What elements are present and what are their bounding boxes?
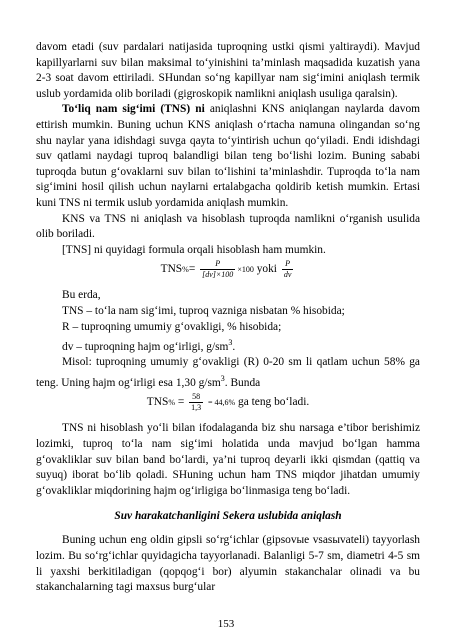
section-heading: Suv harakatchanligini Sekera uslubida aniqlash bbox=[114, 510, 342, 523]
paragraph-2-bold-term: To‘liq nam sig‘imi (TNS) ni bbox=[62, 103, 205, 116]
definition-r: R – tuproqning umumiy g‘ovakligi, % hisobida; bbox=[62, 320, 282, 333]
paragraph-3: KNS va TNS ni aniqlash va hisoblash tuproqda namlikni o‘rganish usulida olib boriladi. bbox=[36, 212, 420, 241]
formula2-denominator: 1,3 bbox=[191, 403, 202, 413]
formula-denominator-2: dv bbox=[283, 270, 292, 280]
formula2-eq: = bbox=[177, 396, 185, 409]
formula-tns bbox=[36, 259, 420, 285]
formula-numerator: P bbox=[200, 259, 235, 270]
paragraph-10: TNS ni hisoblash yo‘li bilan ifodalaganda biz shu narsaga e’tibor berishimiz lozimki, tuproq to‘la nam sig‘imi holatida unda mavjud bo‘lgan hamma g‘ovakliklar suv bilan band bo‘lardi, ya’ni tuproq deyarli ikki qismdan (qattiq va suyuq) iborat bo‘lib qoladi. SHuning uchun ham TNS miqdor jihatdan umumiy g‘ovakliklar miqdorining hajm og‘irligiga bo‘linmasiga teng bo‘ladi. bbox=[36, 422, 420, 497]
page-number: 153 bbox=[217, 618, 235, 630]
example-text: Misol: tuproqning umumiy g‘ovakligi (R) 0-20 sm li qatlam uchun 58% ga teng. Uning hajm og‘irligi esa 1,30 g/sm bbox=[36, 356, 420, 389]
formula-fraction bbox=[200, 259, 235, 280]
formula-lhs-sub: % bbox=[182, 265, 189, 275]
paragraph-2-text: aniqlashni KNS aniqlangan naylarda davom ettirish mumkin. Buning uchun KNS aniqlash o‘rtacha namuna olingandan so‘ng shu naylar yana idishdagi suvga qayta to‘yintirish uchun qo‘yiladi. Endi idishdagi suv qatlami naydagi tuproq balandligi bilan teng bo‘lishi lozim. Buning sababi tuproqda butun g‘ovaklarni suv bilan to‘lishini ta’minlashdir. Tuproqda to‘la nam sig‘imini hosil qilish uchun naylarni ertalabgacha qoldirib ketish mumkin. Ertasi kuni TNS ni termik uslub yordamida aniqlash mumkin. bbox=[36, 103, 421, 209]
formula2-result: = 44,6% bbox=[208, 398, 236, 408]
paragraph-example bbox=[36, 355, 420, 391]
formula-denominator-dv: [dv] bbox=[202, 270, 216, 280]
definition-dv-sup: 3 bbox=[228, 338, 233, 348]
paragraph-2 bbox=[36, 102, 420, 211]
formula2-lhs-sub: % bbox=[168, 398, 175, 408]
definition-dv bbox=[36, 335, 420, 355]
paragraph-11: Buning uchun eng oldin gipsli so‘rg‘ichlar (gipsovыe vsasыvateli) tayyorlash lozim. Bu so‘rg‘ichlar quyidagicha tayyorlanadi. Balanligi 5-7 sm, diametri 4-5 sm li yaxshi berkitiladigan (qopqog‘i bor) alyumin stakanchalar olinadi va bu stakanchalarning tagi maxsus burg‘ular bbox=[36, 534, 420, 594]
formula-example bbox=[36, 392, 420, 418]
formula-eq: = bbox=[188, 263, 196, 276]
formula2-tail: ga teng bo‘ladi. bbox=[238, 396, 310, 409]
formula-times100: ×100 bbox=[237, 265, 254, 275]
formula2-numerator: 58 bbox=[189, 392, 203, 403]
formula-fraction-2 bbox=[282, 259, 294, 280]
example-end: . Bunda bbox=[224, 376, 261, 389]
formula2-lhs: TNS bbox=[146, 396, 169, 409]
formula-or: yoki bbox=[256, 263, 277, 276]
example-sup: 3 bbox=[220, 374, 225, 384]
formula2-fraction bbox=[189, 392, 203, 413]
formula-lhs: TNS bbox=[160, 263, 183, 276]
paragraph-5: Bu erda, bbox=[62, 289, 101, 302]
definition-tns: TNS – to‘la nam sig‘imi, tuproq vazniga nisbatan % hisobida; bbox=[62, 304, 345, 317]
document-page bbox=[36, 40, 420, 596]
definition-dv-text: dv – tuproqning hajm og‘irligi, g/sm bbox=[62, 340, 229, 353]
formula-denominator bbox=[200, 270, 235, 280]
formula-numerator-2: P bbox=[282, 259, 294, 270]
definition-dv-end: . bbox=[232, 340, 236, 353]
paragraph-4: [TNS] ni quyidagi formula orqali hisoblash ham mumkin. bbox=[62, 243, 326, 256]
paragraph-1: davom etadi (suv pardalari natijasida tuproqning ustki qismi yaltiraydi). Mavjud kapillyarlarni suv bilan maksimal to‘yinishini ta’minlash maqsadida kuzatish yana 2-3 soat davom ettiriladi. SHundan so‘ng kapillyar nam sig‘imini aniqlash termik uslub yordamida olib boriladi (gigroskopik namlikni aniqlash usuliga qaralsin). bbox=[36, 41, 420, 100]
formula-denominator-times100: ×100 bbox=[215, 270, 234, 280]
